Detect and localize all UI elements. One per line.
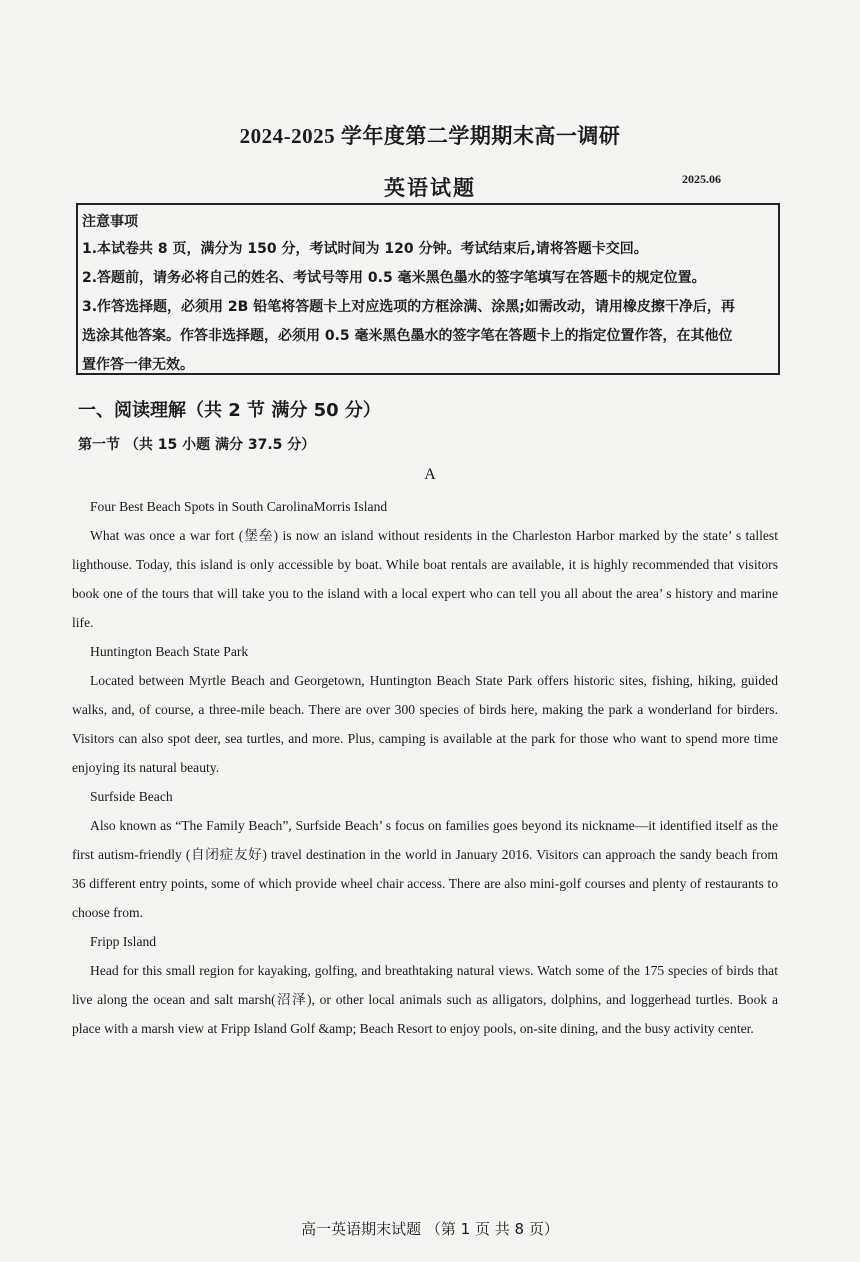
passage-label: A [424,466,436,483]
page-footer: 高一英语期末试题 （第 1 页 共 8 页） [301,1220,559,1238]
passage-heading: Four Best Beach Spots in South CarolinaMorris Island [90,499,388,514]
exam-date: 2025.06 [682,172,721,186]
passage-paragraph: Also known as “The Family Beach”, Surfside Beach’ s focus on families goes beyond its nickname—it identified itself as the first autism-friendly (自闭症友好) travel destination in the world in January 2016. Visitors can approach the sandy beach from 36 different entry points, some of which provide wheel chair access. There are also mini-golf courses and plenty of restaurants to choose from. [72,818,778,920]
notice-line: 1.本试卷共 8 页，满分为 150 分，考试时间为 120 分钟。考试结束后,请将答题卡交回。 [82,241,648,257]
exam-title: 2024-2025 学年度第二学期期末高一调研 [239,124,621,148]
passage-paragraph: Head for this small region for kayaking, golfing, and breathtaking natural views. Watch some of the 175 species of birds that live along the ocean and salt marsh(沼泽), or other local animals such as alligators, dolphins, and loggerhead turtles. Book a place with a marsh view at Fripp Island Golf &amp; Beach Resort to enjoy pools, on-site dining, and the busy activity center. [72,963,778,1036]
passage-heading: Huntington Beach State Park [90,644,249,659]
notice-line: 置作答一律无效。 [82,357,194,373]
notice-box [76,203,780,375]
notice-line: 2.答题前，请务必将自己的姓名、考试号等用 0.5 毫米黑色墨水的签字笔填写在答题卡的规定位置。 [82,270,706,286]
passage-heading: Surfside Beach [90,789,173,804]
notice-heading: 注意事项 [82,214,138,230]
passage-paragraph: Located between Myrtle Beach and Georgetown, Huntington Beach State Park offers historic sites, fishing, hiking, guided walks, and, of course, a three-mile beach. There are over 300 species of birds here, making the park a wonderland for birders. Visitors can also spot deer, sea turtles, and more. Plus, camping is available at the park for those who want to spend more time enjoying its natural beauty. [72,673,778,775]
passage-heading: Fripp Island [90,934,157,949]
passage-paragraph: What was once a war fort (堡垒) is now an island without residents in the Charleston Harbor marked by the state’ s tallest lighthouse. Today, this island is only accessible by boat. While boat rentals are available, it is highly recommended that visitors book one of the tours that will take you to the island with a local expert who can tell you all about the area’ s history and marine life. [72,528,778,630]
passage-body [72,492,778,1043]
part-title: 第一节 （共 15 小题 满分 37.5 分） [78,437,316,453]
exam-subtitle: 英语试题 [384,176,476,200]
notice-line: 3.作答选择题，必须用 2B 铅笔将答题卡上对应选项的方框涂满、涂黑;如需改动，请用橡皮擦干净后，再 [82,299,735,315]
notice-line: 选涂其他答案。作答非选择题，必须用 0.5 毫米黑色墨水的签字笔在答题卡上的指定位置作答，在其他位 [82,328,733,344]
section-title: 一、阅读理解（共 2 节 满分 50 分） [78,400,381,421]
